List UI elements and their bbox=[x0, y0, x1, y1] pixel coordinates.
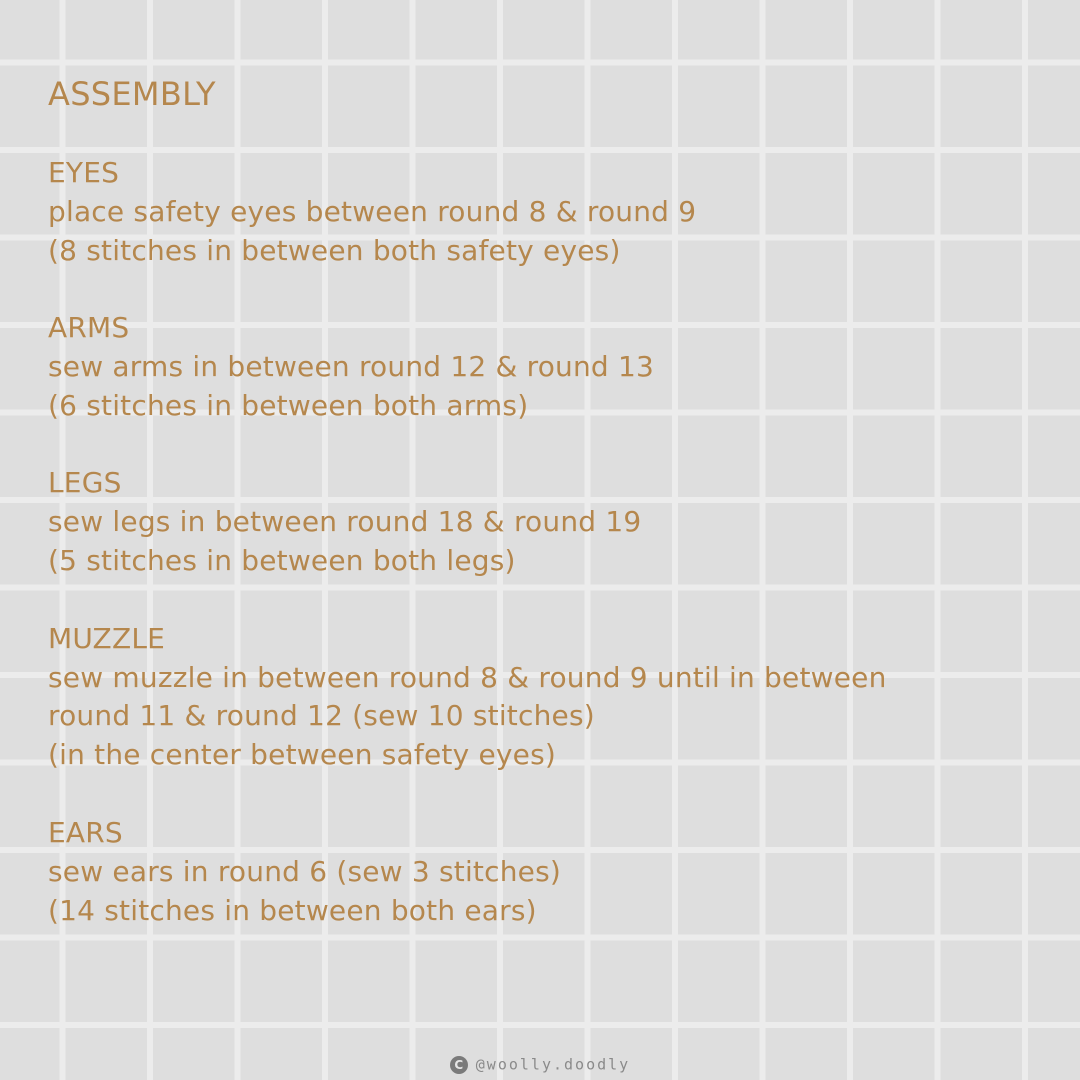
instruction-line: (6 stitches in between both arms) bbox=[48, 389, 529, 423]
section-eyes bbox=[48, 154, 1038, 271]
instruction-line: (5 stitches in between both legs) bbox=[48, 544, 516, 578]
section-legs bbox=[48, 464, 1038, 581]
section-heading: EARS bbox=[48, 815, 123, 849]
instruction-line: sew muzzle in between round 8 & round 9 until in between bbox=[48, 660, 887, 694]
instruction-line: place safety eyes between round 8 & round 9 bbox=[48, 194, 697, 228]
assembly-instructions bbox=[48, 72, 1038, 969]
watermark-handle: @woolly.doodly bbox=[475, 1055, 631, 1074]
section-heading: MUZZLE bbox=[48, 621, 166, 655]
instruction-line: (8 stitches in between both safety eyes) bbox=[48, 233, 621, 267]
instruction-line: round 11 & round 12 (sew 10 stitches) bbox=[48, 699, 595, 733]
instruction-line: sew ears in round 6 (sew 3 stitches) bbox=[48, 854, 561, 888]
section-heading: ARMS bbox=[48, 311, 130, 345]
instruction-line: sew legs in between round 18 & round 19 bbox=[48, 505, 642, 539]
section-arms bbox=[48, 309, 1038, 426]
copyright-icon: C bbox=[450, 1056, 468, 1074]
instruction-line: (14 stitches in between both ears) bbox=[48, 893, 537, 927]
watermark bbox=[0, 1053, 1080, 1076]
instruction-line: (in the center between safety eyes) bbox=[48, 738, 556, 772]
page-title: ASSEMBLY bbox=[48, 75, 216, 113]
section-heading: LEGS bbox=[48, 466, 122, 500]
section-ears bbox=[48, 814, 1038, 931]
instruction-line: sew arms in between round 12 & round 13 bbox=[48, 350, 655, 384]
section-heading: EYES bbox=[48, 156, 120, 189]
section-muzzle bbox=[48, 620, 1038, 776]
